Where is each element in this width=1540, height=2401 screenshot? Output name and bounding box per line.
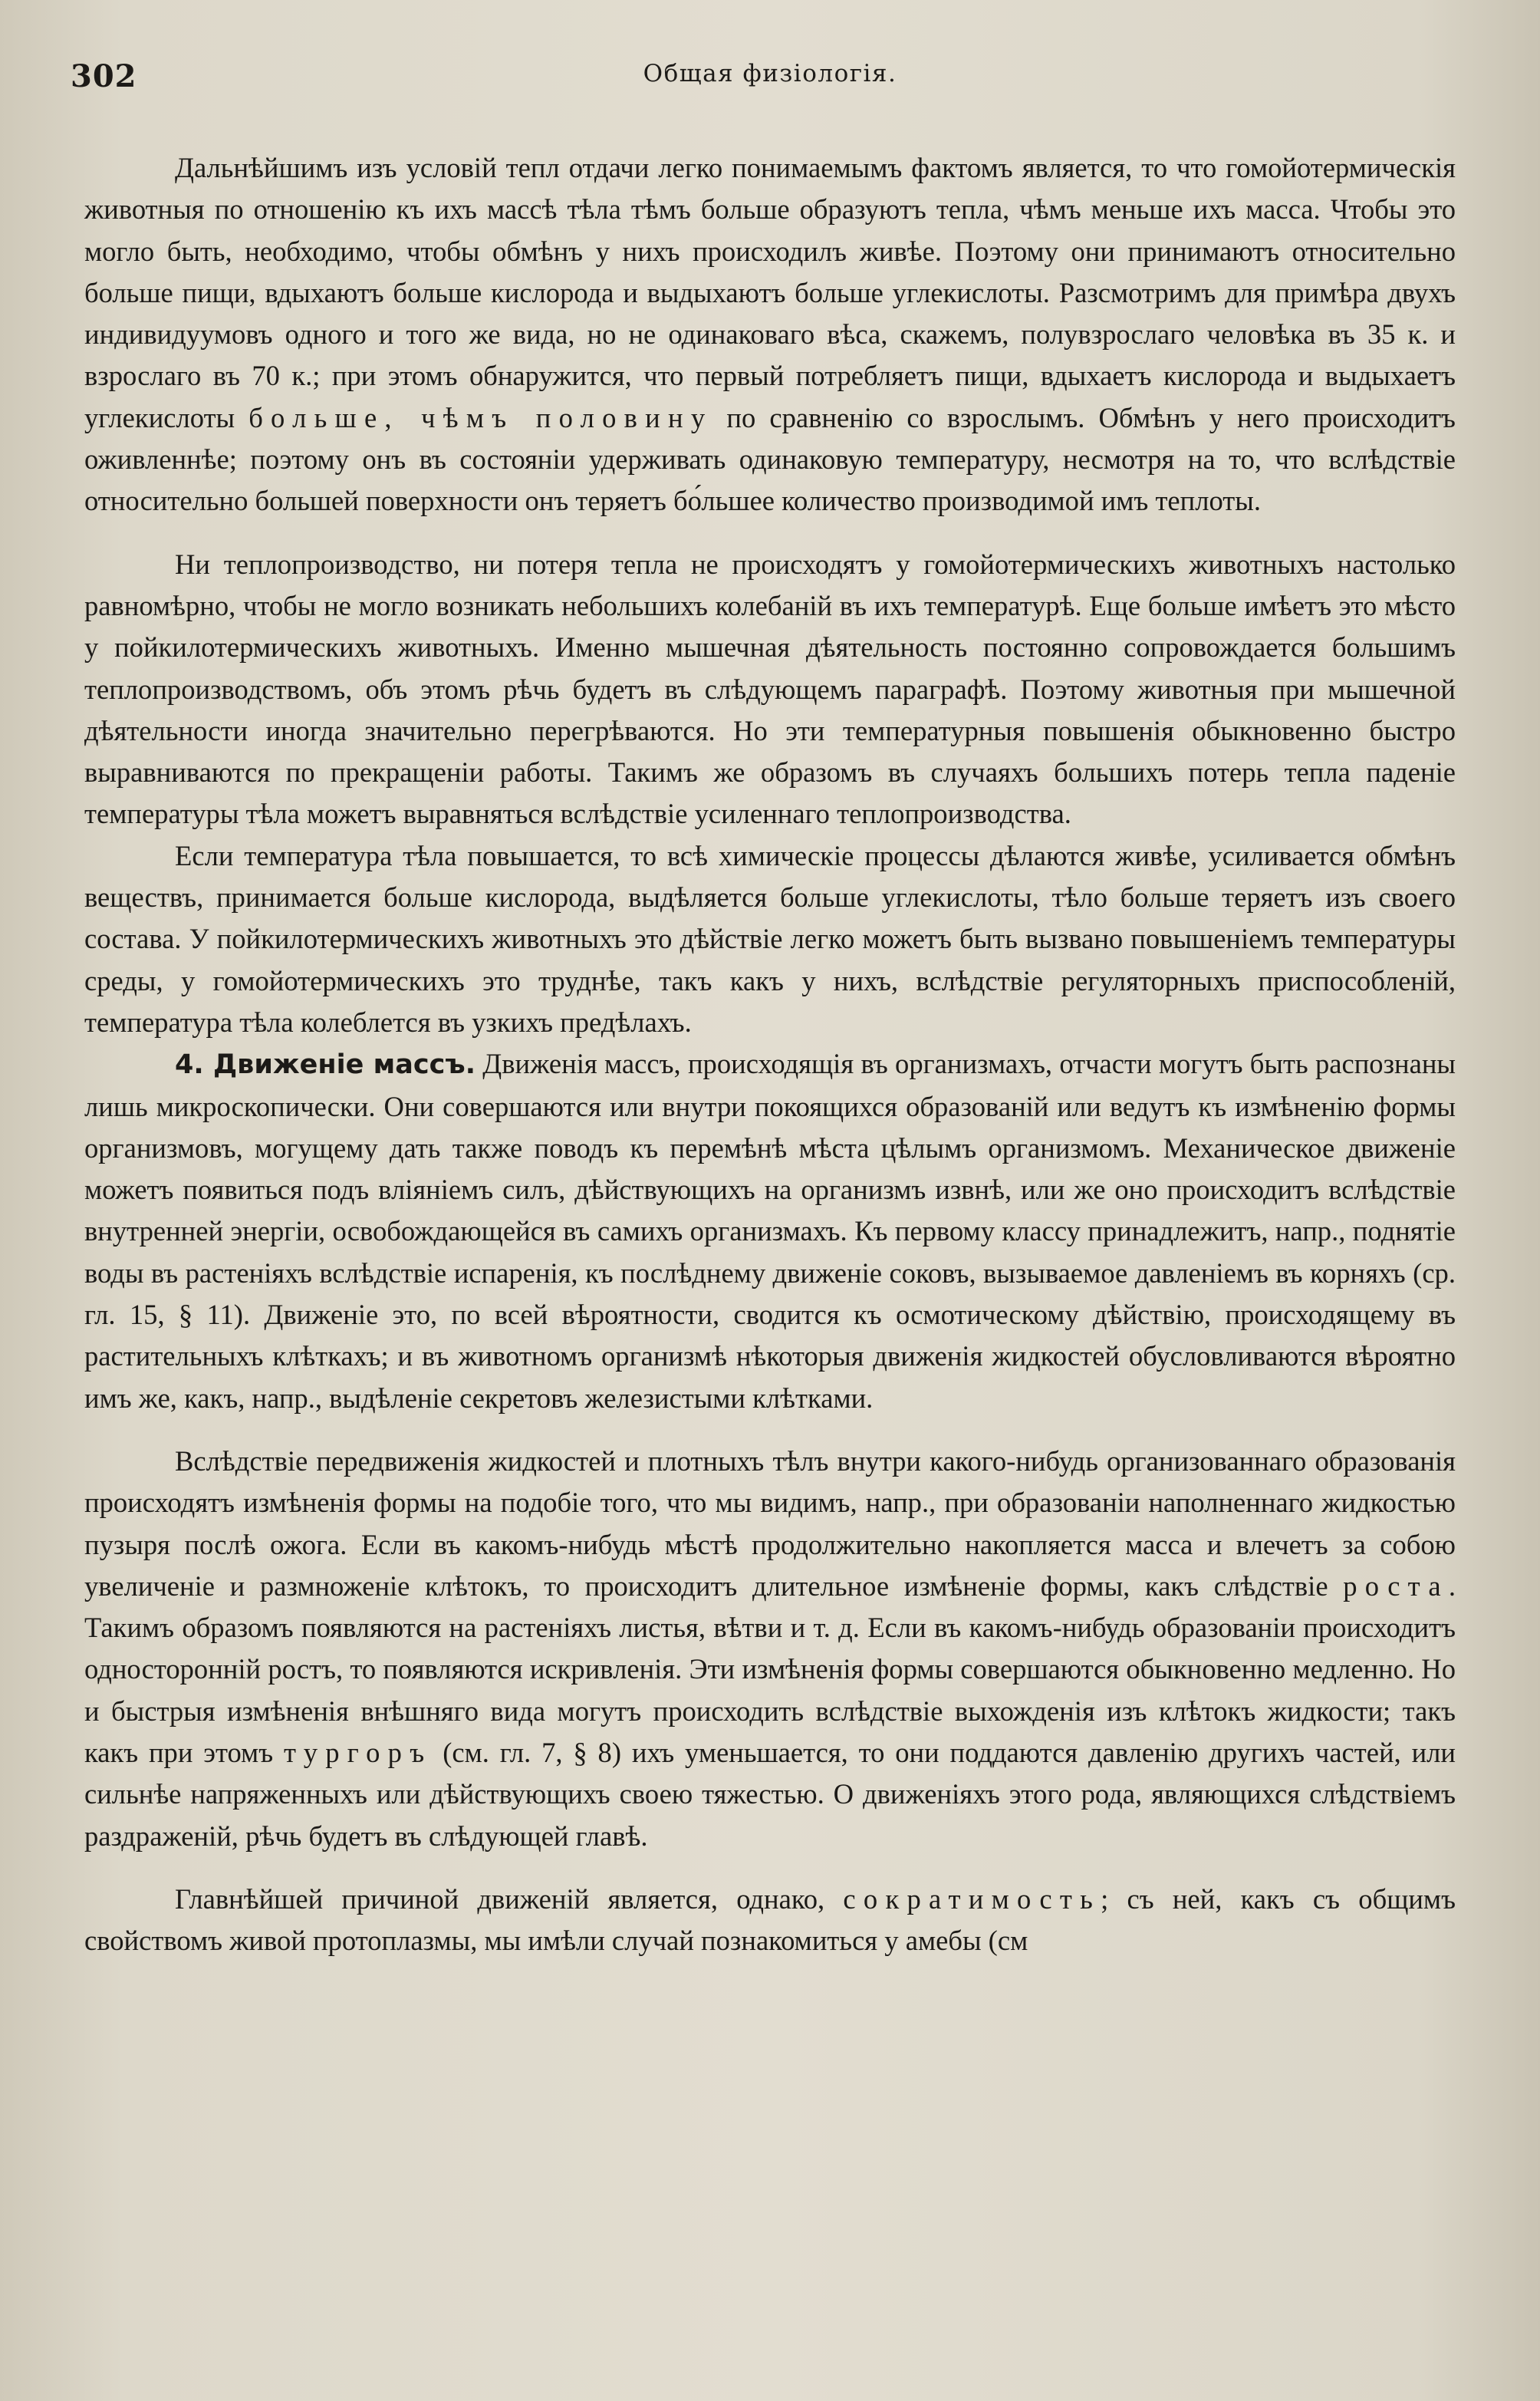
paragraph-text: Вслѣдствіе передвиженія жидкостей и плотныхъ тѣлъ внутри какого-нибудь организованнаго образованія происходятъ измѣненія формы на подобіе того, что мы видимъ, напр., при образованіи наполненнаго жидкостью пузыря послѣ ожога. Если въ какомъ-нибудь мѣстѣ продолжительно накопляется масса и влечетъ за собою увеличеніе и размноженіе клѣтокъ, то происходитъ длительное измѣненіе формы, какъ слѣдствіе bbox=[84, 1444, 1456, 1602]
paragraph bbox=[84, 147, 1456, 522]
paragraph-text: Если температура тѣла повышается, то всѣ химическіе процессы дѣлаются живѣе, усиливается обмѣнъ веществъ, принимается больше кислорода, выдѣляется больше углекислоты, тѣло больше теряетъ изъ своего состава. У пойкилотермическихъ животныхъ это дѣйствіе легко можетъ быть вызвано повышеніемъ температуры среды, у гомойотермическихъ это труднѣе, такъ какъ у нихъ, вслѣдствіе регуляторныхъ приспособленій, температура тѣла колеблется въ узкихъ предѣлахъ. bbox=[84, 839, 1456, 1038]
body-text bbox=[84, 147, 1456, 1961]
paragraph bbox=[84, 544, 1456, 835]
paragraph bbox=[84, 1879, 1456, 1962]
paragraph bbox=[84, 1441, 1456, 1857]
paragraph-text: Главнѣйшей причиной движеній является, однако, bbox=[175, 1882, 844, 1915]
paragraph-text: Движенія массъ, происходящія въ организмахъ, отчасти могутъ быть распознаны лишь микроскопически. Они совершаются или внутри покоящихся образованій или ведутъ къ измѣненію формы организмовъ, могущему дать также поводъ къ перемѣнѣ мѣста цѣлымъ организмомъ. Механическое движеніе можетъ появиться подъ вліяніемъ силъ, дѣйствующихъ на организмъ извнѣ, или же оно происходитъ вслѣдствіе внутренней энергіи, освобождающейся въ самихъ организмахъ. Къ первому классу принадлежитъ, напр., поднятіе воды въ растеніяхъ вслѣдствіе испаренія, къ послѣднему движеніе соковъ, вызываемое давленіемъ въ корняхъ (ср. гл. 15, § 11). Движеніе это, по всей вѣроятности, сводится къ осмотическому дѣйствію, происходящему въ растительныхъ клѣткахъ; и въ животномъ организмѣ нѣкоторыя движенія жидкостей обусловливаются вѣроятно имъ же, какъ, напр., выдѣленіе секретовъ железистыми клѣтками. bbox=[84, 1048, 1456, 1414]
page-header bbox=[71, 46, 1456, 100]
paragraph-text: (см. гл. 7, § 8) ихъ уменьшается, то они поддаются давленію другихъ частей, или сильнѣе напряженныхъ или дѣйствующихъ своею тяжестью. О движеніяхъ этого рода, являющихся слѣдствіемъ раздраженій, рѣчь будетъ въ слѣдующей главѣ. bbox=[84, 1736, 1456, 1852]
section-heading: 4. Движеніе массъ. bbox=[175, 1049, 475, 1081]
paragraph-text: Дальнѣйшимъ изъ условій тепл отдачи легко понимаемымъ фактомъ является, то что гомойотермическія животныя по отношенію къ ихъ массѣ тѣла тѣмъ больше образуютъ тепла, чѣмъ меньше ихъ масса. Чтобы это могло быть, необходимо, чтобы обмѣнъ у нихъ происходилъ живѣе. Поэтому они принимаютъ относительно больше пищи, вдыхаютъ больше кислорода и выдыхаютъ больше углекислоты. Разсмотримъ для примѣра двухъ индивидуумовъ одного и того же вида, но не одинаковаго вѣса, скажемъ, полувзрослаго человѣка въ 35 к. и взрослаго въ 70 к.; при этомъ обнаружится, что первый потребляетъ пищи, вдыхаетъ кислорода и выдыхаетъ углекислоты bbox=[84, 152, 1456, 433]
emphasized-text: больше, чѣмъ половину bbox=[248, 401, 713, 433]
page-number: 302 bbox=[71, 58, 137, 94]
paragraph-text: . Такимъ образомъ появляются на растеніяхъ листья, вѣтви и т. д. Если въ какомъ-нибудь образованіи происходитъ односторонній ростъ, то появляются искривленія. Эти измѣненія формы совершаются обыкновенно медленно. Но и быстрыя измѣненія внѣшняго вида могутъ происходить вслѣдствіе выхожденія изъ клѣтокъ жидкости; такъ какъ при этомъ bbox=[84, 1569, 1456, 1768]
paragraph-text: Ни теплопроизводство, ни потеря тепла не происходятъ у гомойотермическихъ животныхъ настолько равномѣрно, чтобы не могло возникать небольшихъ колебаній въ ихъ температурѣ. Еще больше имѣетъ это мѣсто у пойкилотермическихъ животныхъ. Именно мышечная дѣятельность постоянно сопровождается большимъ теплопроизводствомъ, объ этомъ рѣчь будетъ въ слѣдующемъ параграфѣ. Поэтому животныя при мышечной дѣятельности иногда значительно перегрѣваются. Но эти температурныя повышенія обыкновенно быстро выравниваются по прекращеніи работы. Такимъ же образомъ въ случаяхъ большихъ потерь тепла паденіе температуры тѣла можетъ выравняться вслѣдствіе усиленнаго теплопроизводства. bbox=[84, 548, 1456, 830]
paragraph bbox=[84, 835, 1456, 1043]
emphasized-text: роста bbox=[1343, 1569, 1449, 1602]
paragraph-text: по сравненію со взрослымъ. Обмѣнъ у него происходитъ оживленнѣе; поэтому онъ въ состояніи удерживать одинаковую температуру, несмотря на то, что вслѣдствіе относительно большей поверхности онъ теряетъ бо́льшее количество производимой имъ теплоты. bbox=[84, 401, 1456, 517]
running-title: Общая физiологiя. bbox=[643, 60, 897, 87]
emphasized-text: тургоръ bbox=[283, 1736, 433, 1768]
paragraph-text: ; съ ней, какъ съ общимъ свойствомъ живой протоплазмы, мы имѣли случай познакомиться у амебы (см bbox=[84, 1882, 1456, 1957]
paragraph bbox=[84, 1043, 1456, 1419]
emphasized-text: сократимость bbox=[843, 1882, 1101, 1915]
